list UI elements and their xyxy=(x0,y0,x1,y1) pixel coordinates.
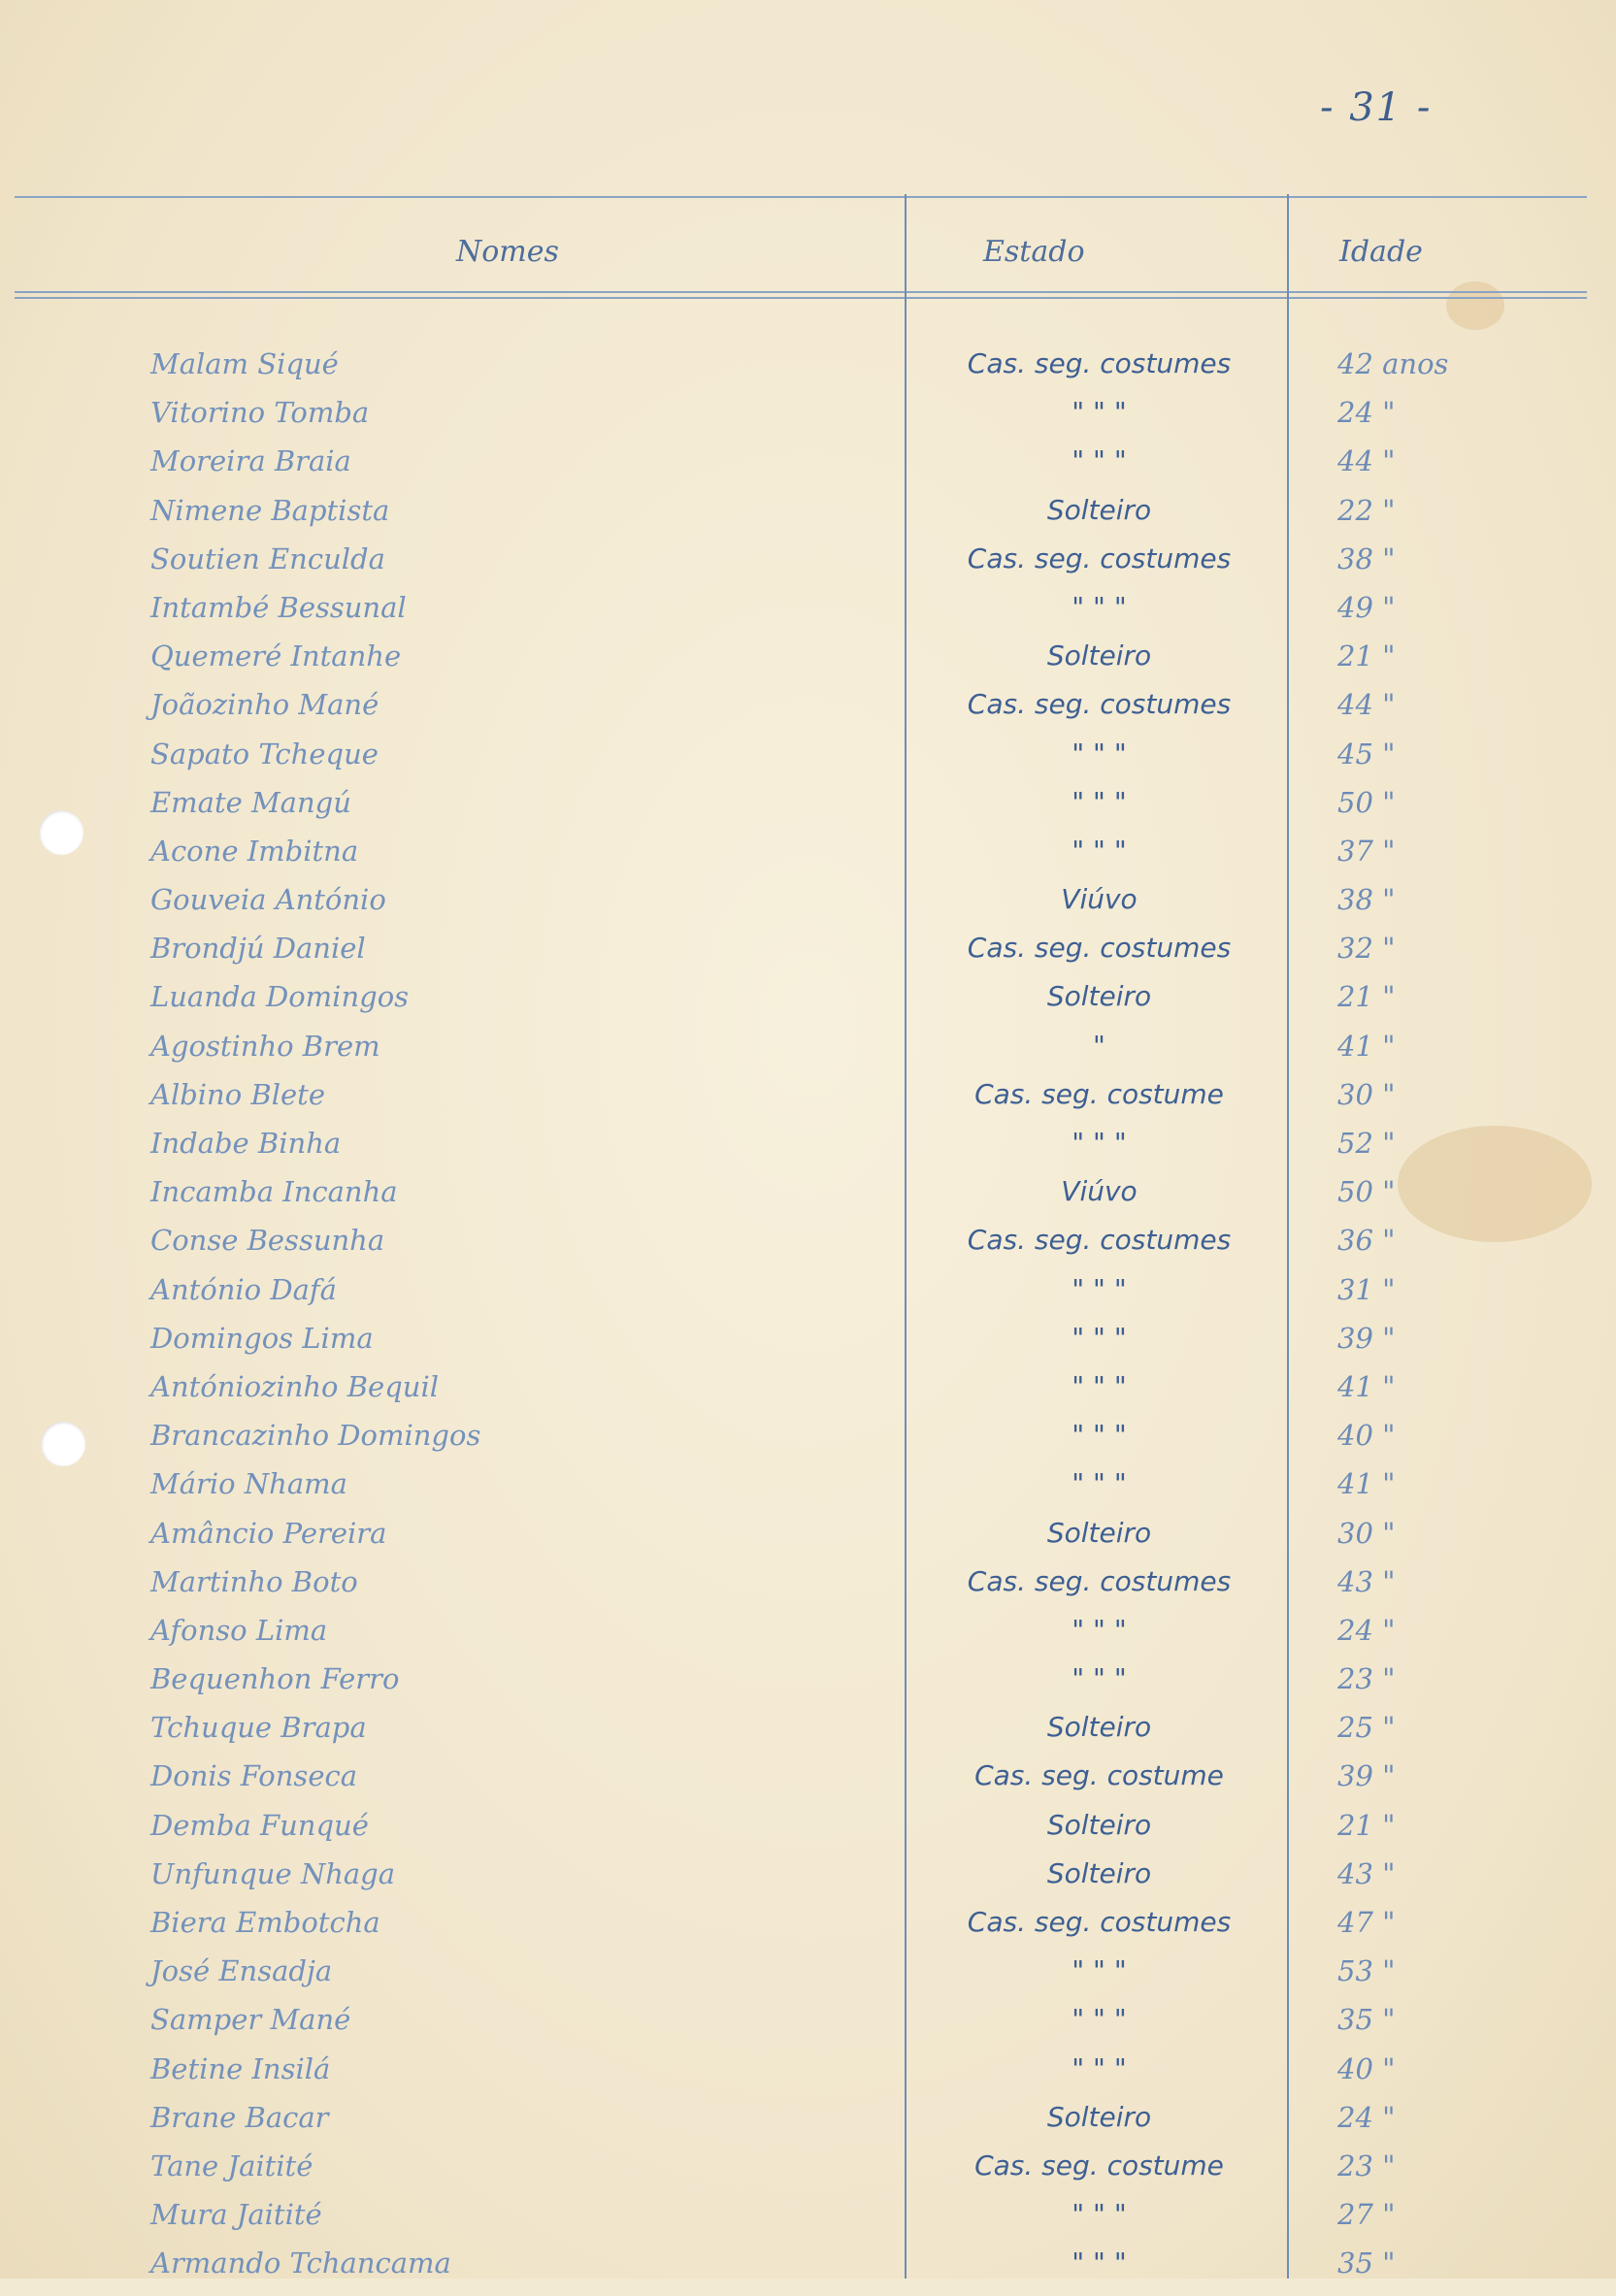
name-cell: Amâncio Pereira xyxy=(150,1516,387,1550)
table-row xyxy=(0,1467,1616,1516)
age-cell: 22 " xyxy=(1337,493,1396,527)
state-cell: Cas. seg. costumes xyxy=(967,1564,1232,1597)
age-cell: 21 " xyxy=(1337,980,1396,1014)
state-cell: Solteiro xyxy=(1046,493,1152,526)
table-row xyxy=(0,396,1616,444)
state-cell: Cas. seg. costumes xyxy=(967,932,1232,965)
age-cell: 36 " xyxy=(1337,1224,1396,1258)
age-cell: 44 " xyxy=(1337,688,1396,722)
age-cell: 21 " xyxy=(1337,640,1396,673)
table-row xyxy=(0,1419,1616,1467)
name-cell: Vitorino Tomba xyxy=(150,396,370,430)
name-cell: Emate Mangú xyxy=(150,785,351,819)
name-cell: Joãozinho Mané xyxy=(150,688,379,722)
age-cell: 23 " xyxy=(1337,1662,1396,1696)
name-cell: Antóniozinho Bequil xyxy=(150,1369,439,1403)
name-cell: Mário Nhama xyxy=(150,1467,347,1501)
age-cell: 50 " xyxy=(1337,1175,1396,1209)
state-cell: Viúvo xyxy=(1061,1175,1138,1208)
table-row xyxy=(0,2052,1616,2101)
age-cell: 53 " xyxy=(1337,1954,1396,1988)
name-cell: Martinho Boto xyxy=(150,1564,358,1598)
name-cell: Nimene Baptista xyxy=(150,493,390,527)
table-row xyxy=(0,1662,1616,1711)
column-header-name: Nomes xyxy=(456,235,559,269)
name-cell: Brane Bacar xyxy=(150,2100,329,2134)
name-cell: António Dafá xyxy=(150,1272,337,1306)
state-cell: " " " xyxy=(1072,785,1127,818)
age-cell: 50 " xyxy=(1337,785,1396,819)
age-cell: 35 " xyxy=(1337,2247,1396,2280)
age-cell: 37 " xyxy=(1337,834,1396,868)
table-row xyxy=(0,688,1616,737)
name-cell: Acone Imbitna xyxy=(150,834,359,868)
name-cell: Mura Jaitité xyxy=(150,2198,322,2232)
table-row xyxy=(0,640,1616,688)
table-row xyxy=(0,2003,1616,2051)
table-row xyxy=(0,883,1616,932)
name-cell: Agostinho Brem xyxy=(150,1029,380,1063)
state-cell: " " " xyxy=(1072,1272,1127,1305)
state-cell: " " " xyxy=(1072,834,1127,867)
page-number: - 31 - xyxy=(1320,85,1433,130)
age-cell: 45 " xyxy=(1337,737,1396,771)
table-row xyxy=(0,1273,1616,1322)
age-cell: 30 " xyxy=(1337,1516,1396,1550)
name-cell: Tchuque Brapa xyxy=(150,1711,367,1745)
table-row xyxy=(0,591,1616,640)
table-row xyxy=(0,2247,1616,2295)
name-cell: Brancazinho Domingos xyxy=(150,1419,481,1453)
state-cell: " " " xyxy=(1072,1321,1127,1354)
age-cell: 43 " xyxy=(1337,1856,1396,1890)
state-cell: " " " xyxy=(1072,1127,1127,1159)
header-rule-double xyxy=(15,297,1587,299)
state-cell: " " " xyxy=(1072,1419,1127,1452)
state-cell: Cas. seg. costumes xyxy=(967,347,1232,379)
state-cell: " " " xyxy=(1072,2247,1127,2280)
table-row xyxy=(0,1175,1616,1224)
table-row xyxy=(0,1711,1616,1759)
name-cell: Unfunque Nhaga xyxy=(150,1856,396,1890)
state-cell: " " " xyxy=(1072,590,1127,623)
age-cell: 24 " xyxy=(1337,396,1396,430)
age-cell: 41 " xyxy=(1337,1467,1396,1501)
state-cell: " " " xyxy=(1072,2003,1127,2036)
table-body xyxy=(0,347,1616,2296)
punch-hole xyxy=(41,1422,85,1466)
age-cell: 24 " xyxy=(1337,2100,1396,2134)
state-cell: " " " xyxy=(1072,1613,1127,1646)
state-cell: " " " xyxy=(1072,2198,1127,2231)
state-cell: " " " xyxy=(1072,1954,1127,1987)
age-cell: 35 " xyxy=(1337,2003,1396,2037)
state-cell: " " " xyxy=(1072,1369,1127,1402)
column-header-state: Estado xyxy=(983,235,1085,269)
name-cell: Afonso Lima xyxy=(150,1613,328,1647)
table-row xyxy=(0,2149,1616,2198)
table-row xyxy=(0,347,1616,396)
table-row xyxy=(0,1809,1616,1857)
table-row xyxy=(0,932,1616,980)
name-cell: Malam Siqué xyxy=(150,347,339,380)
table-row xyxy=(0,786,1616,835)
age-cell: 40 " xyxy=(1337,1419,1396,1453)
name-cell: Intambé Bessunal xyxy=(150,590,407,624)
table-row xyxy=(0,1127,1616,1175)
state-cell: " " " xyxy=(1072,2051,1127,2084)
age-cell: 27 " xyxy=(1337,2198,1396,2232)
age-cell: 47 " xyxy=(1337,1906,1396,1939)
name-cell: Brondjú Daniel xyxy=(150,932,366,966)
table-row xyxy=(0,1030,1616,1078)
name-cell: Gouveia António xyxy=(150,883,386,917)
age-cell: 39 " xyxy=(1337,1321,1396,1355)
state-cell: Solteiro xyxy=(1046,640,1152,672)
name-cell: José Ensadja xyxy=(150,1954,333,1988)
table-row xyxy=(0,1857,1616,1906)
table-row xyxy=(0,444,1616,493)
age-cell: 32 " xyxy=(1337,932,1396,966)
name-cell: Betine Insilá xyxy=(150,2051,331,2085)
state-cell: " xyxy=(1093,1029,1105,1062)
state-cell: Cas. seg. costumes xyxy=(967,1224,1232,1257)
name-cell: Armando Tchancama xyxy=(150,2247,451,2280)
state-cell: Cas. seg. costumes xyxy=(967,1906,1232,1938)
state-cell: Cas. seg. costume xyxy=(974,2148,1224,2181)
table-row xyxy=(0,1906,1616,1954)
name-cell: Demba Funqué xyxy=(150,1808,369,1842)
name-cell: Moreira Braia xyxy=(150,444,351,478)
age-cell: 49 " xyxy=(1337,590,1396,624)
age-cell: 30 " xyxy=(1337,1077,1396,1111)
state-cell: Cas. seg. costumes xyxy=(967,541,1232,574)
age-cell: 24 " xyxy=(1337,1613,1396,1647)
name-cell: Albino Blete xyxy=(150,1077,325,1111)
age-cell: 38 " xyxy=(1337,883,1396,917)
table-row xyxy=(0,2101,1616,2149)
name-cell: Samper Mané xyxy=(150,2003,351,2037)
state-cell: Viúvo xyxy=(1061,883,1138,916)
age-cell: 43 " xyxy=(1337,1564,1396,1598)
table-row xyxy=(0,1759,1616,1808)
name-cell: Donis Fonseca xyxy=(150,1759,358,1793)
table-row xyxy=(0,1614,1616,1662)
state-cell: Cas. seg. costumes xyxy=(967,688,1232,721)
header-rule xyxy=(15,291,1587,293)
name-cell: Sapato Tcheque xyxy=(150,737,379,771)
name-cell: Quemeré Intanhe xyxy=(150,640,402,673)
table-row xyxy=(0,1370,1616,1419)
state-cell: " " " xyxy=(1072,737,1127,770)
age-cell: 23 " xyxy=(1337,2148,1396,2182)
state-cell: Solteiro xyxy=(1046,1711,1152,1744)
table-row xyxy=(0,1224,1616,1272)
age-cell: 39 " xyxy=(1337,1759,1396,1793)
age-cell: 41 " xyxy=(1337,1029,1396,1063)
age-cell: 41 " xyxy=(1337,1369,1396,1403)
paper-stain xyxy=(1446,281,1504,330)
age-cell: 25 " xyxy=(1337,1711,1396,1745)
age-cell: 21 " xyxy=(1337,1808,1396,1842)
name-cell: Tane Jaitité xyxy=(150,2148,313,2182)
age-cell: 52 " xyxy=(1337,1127,1396,1160)
state-cell: Solteiro xyxy=(1046,980,1152,1013)
state-cell: " " " xyxy=(1072,1467,1127,1500)
name-cell: Domingos Lima xyxy=(150,1321,374,1355)
state-cell: Solteiro xyxy=(1046,1808,1152,1841)
state-cell: Cas. seg. costume xyxy=(974,1759,1224,1792)
age-cell: 40 " xyxy=(1337,2051,1396,2085)
column-header-age: Idade xyxy=(1339,235,1423,269)
table-row xyxy=(0,1954,1616,2003)
state-cell: Solteiro xyxy=(1046,2100,1152,2133)
table-row xyxy=(0,1517,1616,1565)
table-row xyxy=(0,2198,1616,2247)
table-row xyxy=(0,1078,1616,1127)
name-cell: Indabe Binha xyxy=(150,1127,342,1160)
age-cell: 31 " xyxy=(1337,1272,1396,1306)
age-cell: 42 anos xyxy=(1337,347,1449,380)
punch-hole xyxy=(39,810,83,855)
state-cell: Cas. seg. costume xyxy=(974,1077,1224,1110)
age-cell: 38 " xyxy=(1337,541,1396,575)
table-row xyxy=(0,1322,1616,1370)
name-cell: Luanda Domingos xyxy=(150,980,410,1014)
table-top-rule xyxy=(15,196,1587,198)
name-cell: Soutien Enculda xyxy=(150,541,385,575)
name-cell: Biera Embotcha xyxy=(150,1906,380,1939)
name-cell: Bequenhon Ferro xyxy=(150,1662,400,1696)
table-row xyxy=(0,835,1616,883)
name-cell: Conse Bessunha xyxy=(150,1224,385,1258)
state-cell: Solteiro xyxy=(1046,1516,1152,1549)
state-cell: Solteiro xyxy=(1046,1856,1152,1889)
age-cell: 44 " xyxy=(1337,444,1396,478)
state-cell: " " " xyxy=(1072,444,1127,477)
table-row xyxy=(0,542,1616,591)
table-row xyxy=(0,980,1616,1029)
state-cell: " " " xyxy=(1072,1662,1127,1695)
state-cell: " " " xyxy=(1072,396,1127,429)
table-row xyxy=(0,1565,1616,1614)
name-cell: Incamba Incanha xyxy=(150,1175,398,1209)
table-row xyxy=(0,738,1616,786)
table-row xyxy=(0,494,1616,542)
